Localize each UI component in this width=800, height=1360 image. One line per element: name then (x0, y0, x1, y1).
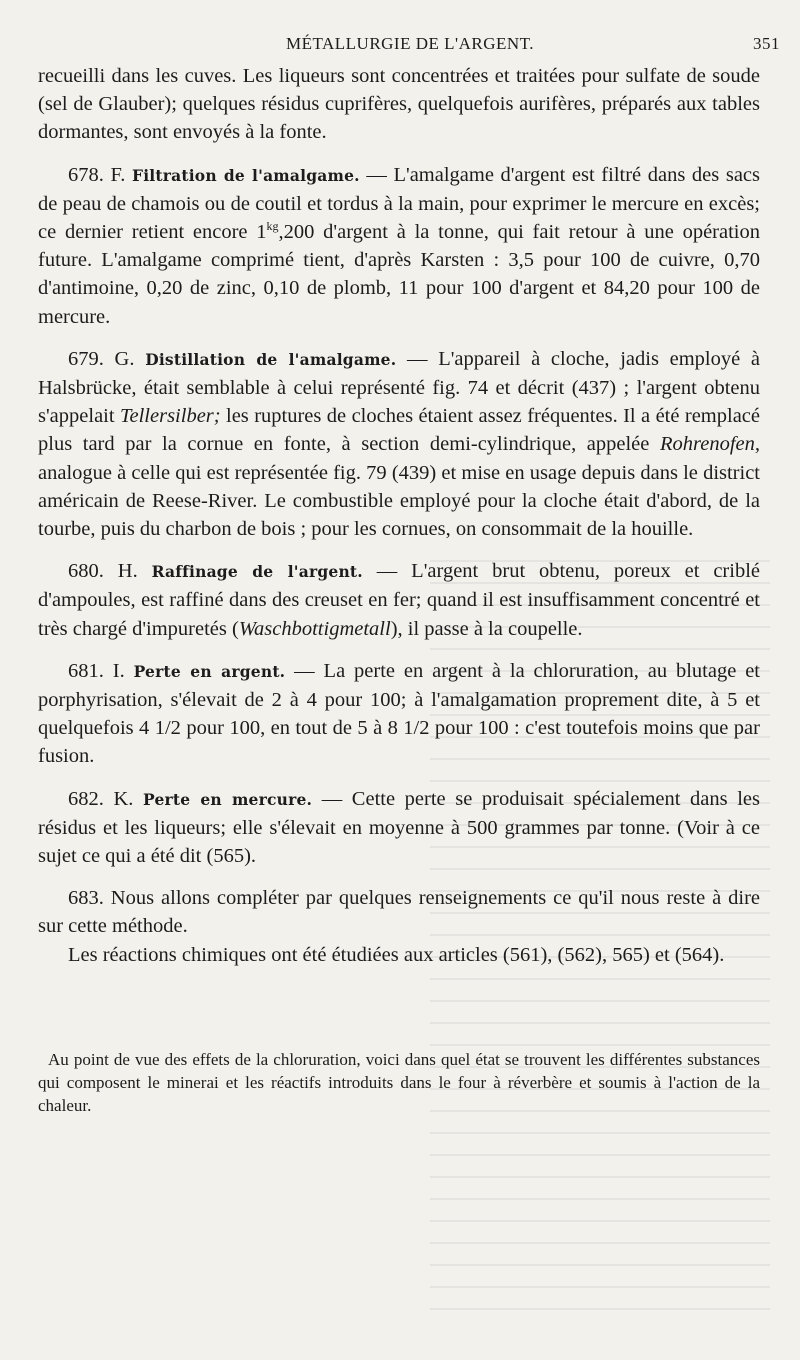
section-text: Nous allons compléter par quelques renseignements ce qu'il nous reste à dire sur cette méthode. (38, 887, 760, 938)
section-text: les ruptures de cloches étaient assez fréquentes. Il a été remplacé plus tard par la cornue en fonte, à section demi-cylindrique, appelée (38, 405, 760, 456)
section-text: ,200 d'argent à la tonne, qui fait retour à une opération future. L'amalgame comprimé tient, d'après Karsten : 3,5 pour 100 de cuivre, 0,70 d'antimoine, 0,20 de zinc, 0,10 de plomb, 11 pour 100 d'argent et 84,20 pour 100 de mercure. (38, 221, 760, 328)
italic-term: Rohrenofen, (659, 433, 760, 456)
running-title: MÉTALLURGIE DE L'ARGENT. (285, 34, 535, 53)
section-number: 683. (68, 887, 104, 910)
section-681 (38, 657, 760, 771)
section-text: — Cette perte se produisait spécialement dans les résidus et les liqueurs; elle s'élevait en moyenne à 500 grammes par tonne. (Voir à ce sujet ce qui a été dit (565). (38, 787, 761, 868)
italic-term: Waschbottigmetall (238, 617, 391, 640)
section-rubric: Distillation de l'amalgame. (145, 349, 397, 369)
section-text: analogue à celle qui est représentée fig. 79 (439) et mise en usage depuis dans le district américain de Reese-River. Le combustible employé pour la cloche était d'abord, de la tourbe, puis du charbon de bois ; pour les cornues, on consommait de la houille. (38, 461, 760, 541)
section-number: 678. F. (68, 163, 126, 186)
section-text: — L'argent brut obtenu, poreux et criblé d'ampoules, est raffiné dans des creuset en fer; quand il est insuffisamment concentré et très chargé d'impuretés ( (38, 560, 761, 640)
section-rubric: Perte en argent. (133, 661, 286, 681)
main-text (38, 62, 760, 969)
section-683-continued: Les réactions chimiques ont été étudiées aux articles (561), (562), 565) et (564). (68, 943, 725, 966)
section-rubric: Raffinage de l'argent. (151, 562, 363, 582)
section-683 (38, 884, 760, 940)
section-text: — La perte en argent à la chloruration, au blutage et porphyrisation, s'élevait de 2 à 4 pour 100; à l'amalgamation proprement dite, à 5 et quelquefois 4 1/2 pour 100, en tout de 5 à 8 1/2 pour 100 : c'est toutefois moins que par fusion. (38, 659, 760, 768)
section-number: 680. H. (68, 560, 138, 583)
footnote-paragraph (38, 1048, 760, 1117)
section-number: 682. K. (68, 787, 134, 810)
section-text: — L'amalgame d'argent est filtré dans des sacs de peau de chamois ou de coutil et tordus à la main, pour exprimer le mercure en excès; ce dernier retient encore 1 (38, 163, 760, 244)
intro-paragraph: recueilli dans les cuves. Les liqueurs sont concentrées et traitées pour sulfate de soude (sel de Glauber); quelques résidus cuprifères, quelquefois aurifères, préparés aux tables dormantes, sont envoyés à la fonte. (38, 65, 760, 144)
section-680 (38, 557, 760, 643)
section-rubric: Filtration de l'amalgame. (131, 165, 360, 185)
section-678 (38, 161, 760, 331)
page-header (40, 34, 780, 58)
page-number: 351 (753, 34, 780, 53)
section-679 (38, 345, 760, 543)
section-682 (38, 785, 760, 871)
section-rubric: Perte en mercure. (143, 789, 313, 809)
section-text: — L'appareil à cloche, jadis employé à Halsbrücke, était semblable à celui représenté fig. 74 et décrit (437) ; l'argent obtenu s'appelait (38, 347, 760, 428)
section-number: 679. G. (68, 347, 135, 370)
footnote-text: Au point de vue des effets de la chloruration, voici dans quel état se trouvent les différentes substances qui composent le minerai et les réactifs introduits dans le four à réverbère et soumis à l'action de la chaleur. (38, 1050, 760, 1115)
italic-term: Tellersilber; (119, 405, 221, 428)
section-text: ), il passe à la coupelle. (390, 617, 583, 640)
section-number: 681. I. (68, 659, 125, 682)
unit-superscript: kg (266, 219, 279, 234)
